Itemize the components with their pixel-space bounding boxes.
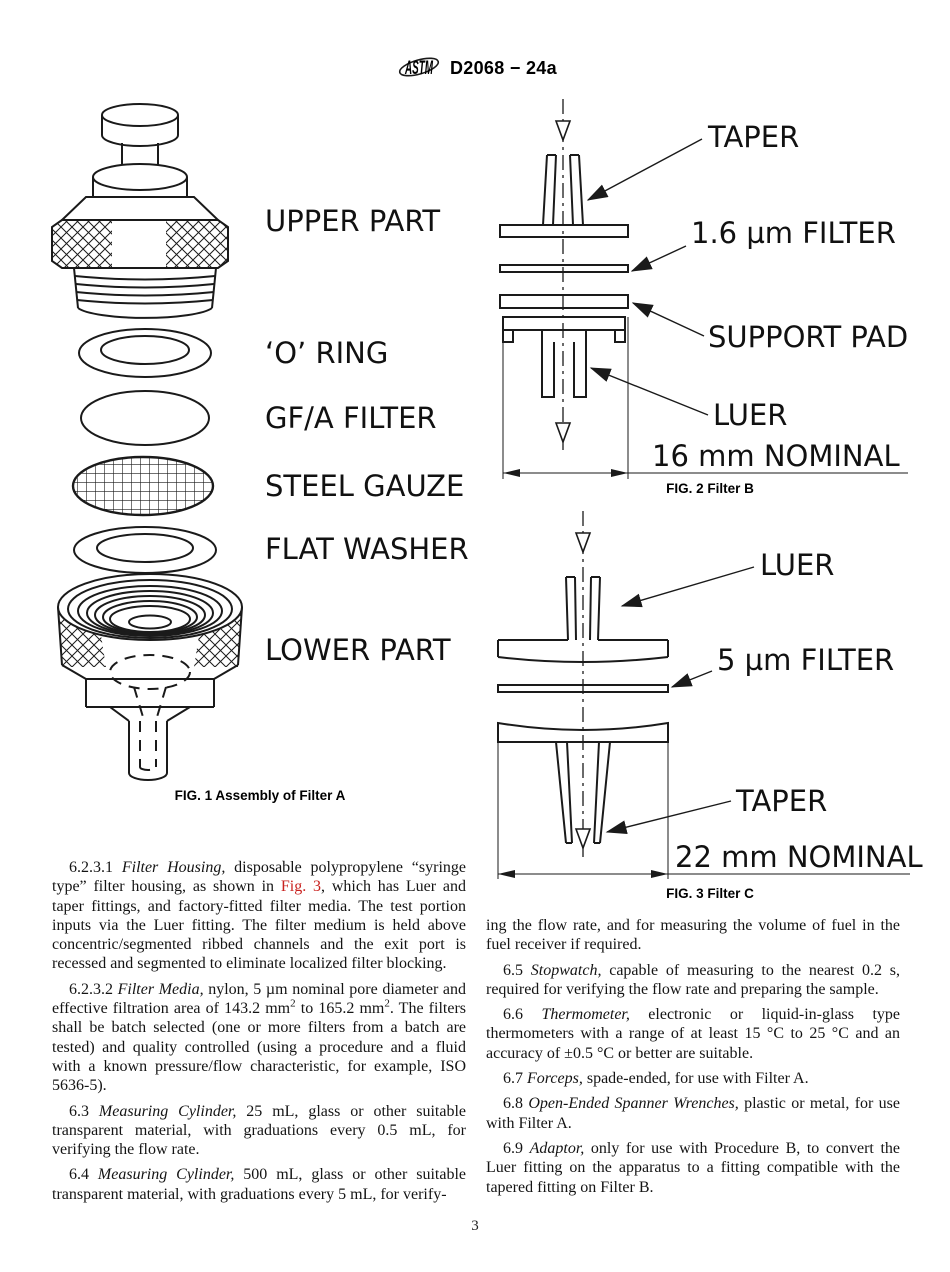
fig1-label-o-ring: ‘O’ RING	[265, 336, 389, 370]
paragraph-6-3	[52, 1102, 466, 1160]
fig1-label-upper-part: UPPER PART	[265, 204, 441, 238]
fig3-filter-leader	[672, 671, 712, 687]
fig1-label-gfa-filter: GF/A FILTER	[265, 401, 437, 435]
text-run: 2	[290, 997, 296, 1010]
fig2-taper-leader	[588, 139, 702, 200]
standard-designation: D2068 − 24a	[450, 58, 557, 78]
paragraph-6-2-3-1	[52, 858, 466, 974]
astm-logo-text: ASTM	[404, 58, 434, 79]
fig3-luer-leader	[622, 567, 754, 606]
text-run: Measuring Cylinder,	[98, 1102, 237, 1120]
text-run: spade-ended, for use with Filter A.	[582, 1070, 809, 1088]
fig1-lower-part-shape	[58, 574, 242, 780]
astm-logo	[398, 48, 440, 91]
fig2-filter-disc-shape	[500, 265, 628, 272]
fig2-label-filter: 1.6 µm FILTER	[691, 216, 896, 250]
figure-3-caption: FIG. 3 Filter C	[666, 886, 754, 901]
text-run: Forceps,	[527, 1070, 583, 1088]
fig1-steel-gauze-shape	[73, 457, 213, 515]
text-run: to 165.2 mm	[295, 1000, 385, 1018]
paragraph-6-7	[486, 1069, 900, 1088]
fig2-filter-leader	[632, 246, 686, 271]
text-run: Open-Ended Spanner Wrenches,	[528, 1095, 739, 1113]
fig3-reference-link[interactable]: Fig. 3	[280, 878, 322, 896]
fig1-gfa-filter-shape	[81, 391, 209, 445]
text-run: electronic or liquid-in-glass type thermometers with a range of at least 15 °C to 25 °C and an accuracy of ±0.5 °C or better are suitable.	[486, 1006, 900, 1062]
text-run: 500 mL, glass or other suitable transparent material, with graduations every 5 mL, for verify-	[52, 1166, 467, 1203]
text-run: Thermometer,	[541, 1006, 630, 1024]
text-run: plastic or metal, for use with Filter A.	[486, 1095, 901, 1132]
paragraph-6-2-3-2	[52, 980, 466, 1096]
fig2-support-pad-shape	[500, 295, 628, 308]
figure-1-drawing	[50, 95, 470, 795]
text-run: Filter Media,	[117, 980, 204, 998]
text-run: 6.4	[69, 1166, 98, 1184]
text-run: 6.6	[503, 1006, 542, 1024]
fig2-label-support-pad: SUPPORT PAD	[708, 320, 909, 354]
text-run: , which has Luer and taper fittings, and factory-fitted filter media. The test portion inputs via the Luer fitting. The filter medium is held above concentric/segmented ribbed channels and the exit port is recessed and segmented to eliminate localized filter blocking.	[52, 878, 467, 973]
text-run: 6.9	[503, 1139, 530, 1157]
fig1-o-ring-shape	[79, 329, 211, 377]
text-run: Measuring Cylinder,	[97, 1166, 235, 1184]
text-run: 6.7	[503, 1070, 527, 1088]
fig1-label-steel-gauze: STEEL GAUZE	[265, 469, 465, 503]
figure-1-caption: FIG. 1 Assembly of Filter A	[174, 788, 346, 803]
text-run: 6.2.3.1	[69, 859, 122, 876]
fig3-label-luer: LUER	[760, 548, 835, 582]
text-run: 25 mL, glass or other suitable transparent material, with graduations every 0.5 mL, for verifying the flow rate.	[52, 1102, 467, 1159]
figure-2-caption: FIG. 2 Filter B	[666, 481, 754, 496]
text-run: . The filters shall be batch selected (one or more filters from a batch are tested) and quality controlled (using a procedure and a fluid with a known pressure/flow characteristic, for example, ISO 5636-5).	[52, 1000, 466, 1095]
fig2-label-luer: LUER	[713, 398, 788, 432]
fig3-label-filter: 5 µm FILTER	[717, 643, 895, 677]
text-run: capable of measuring to the nearest 0.2 s, required for verifying the flow rate and preparing the sample.	[486, 961, 900, 998]
figure-2-drawing	[480, 95, 940, 505]
fig3-dimension-label: 22 mm NOMINAL	[675, 840, 923, 874]
page-number: 3	[471, 1218, 479, 1234]
fig1-label-flat-washer: FLAT WASHER	[265, 532, 469, 566]
paragraph-6-9	[486, 1139, 900, 1197]
text-run: ing the flow rate, and for measuring the volume of fuel in the fuel receiver if required.	[486, 917, 900, 954]
paragraph-6-4	[52, 1165, 466, 1204]
paragraph-6-6	[486, 1005, 900, 1063]
fig3-label-taper: TAPER	[736, 784, 828, 818]
text-run: disposable polypropylene “syringe type” filter housing, as shown in	[52, 859, 467, 896]
figure-3-drawing	[480, 505, 940, 905]
text-run: Adaptor,	[529, 1139, 585, 1157]
paragraph-6-4-continued	[486, 916, 900, 955]
text-run: Stopwatch,	[530, 961, 602, 979]
fig2-taper-shape	[500, 155, 628, 237]
fig2-label-taper: TAPER	[708, 120, 800, 154]
fig3-taper-leader	[607, 801, 731, 832]
fig2-dimension-label: 16 mm NOMINAL	[652, 439, 900, 473]
fig1-upper-part-shape	[52, 104, 228, 318]
paragraph-6-5	[486, 961, 900, 1000]
text-run: 6.5	[503, 961, 531, 979]
fig2-luer-shape	[503, 317, 625, 397]
paragraph-6-8	[486, 1094, 900, 1133]
text-run: 6.8	[503, 1095, 529, 1113]
fig1-flat-washer-shape	[74, 527, 216, 573]
body-right-column	[486, 916, 900, 1197]
text-run: 6.2.3.2	[69, 980, 118, 998]
fig1-label-lower-part: LOWER PART	[265, 633, 451, 667]
text-run: Filter Housing,	[121, 859, 226, 876]
text-run: 2	[384, 997, 390, 1010]
fig2-support-pad-leader	[633, 303, 704, 336]
text-run: 6.3	[69, 1102, 99, 1120]
fig2-luer-leader	[591, 368, 708, 415]
text-run: only for use with Procedure B, to convert the Luer fitting on the apparatus to a fitting compatible with the tapered fitting on Filter B.	[486, 1139, 901, 1196]
body-left-column	[52, 858, 466, 1204]
text-run: nylon, 5 µm nominal pore diameter and effective filtration area of 143.2 mm	[52, 980, 467, 1018]
